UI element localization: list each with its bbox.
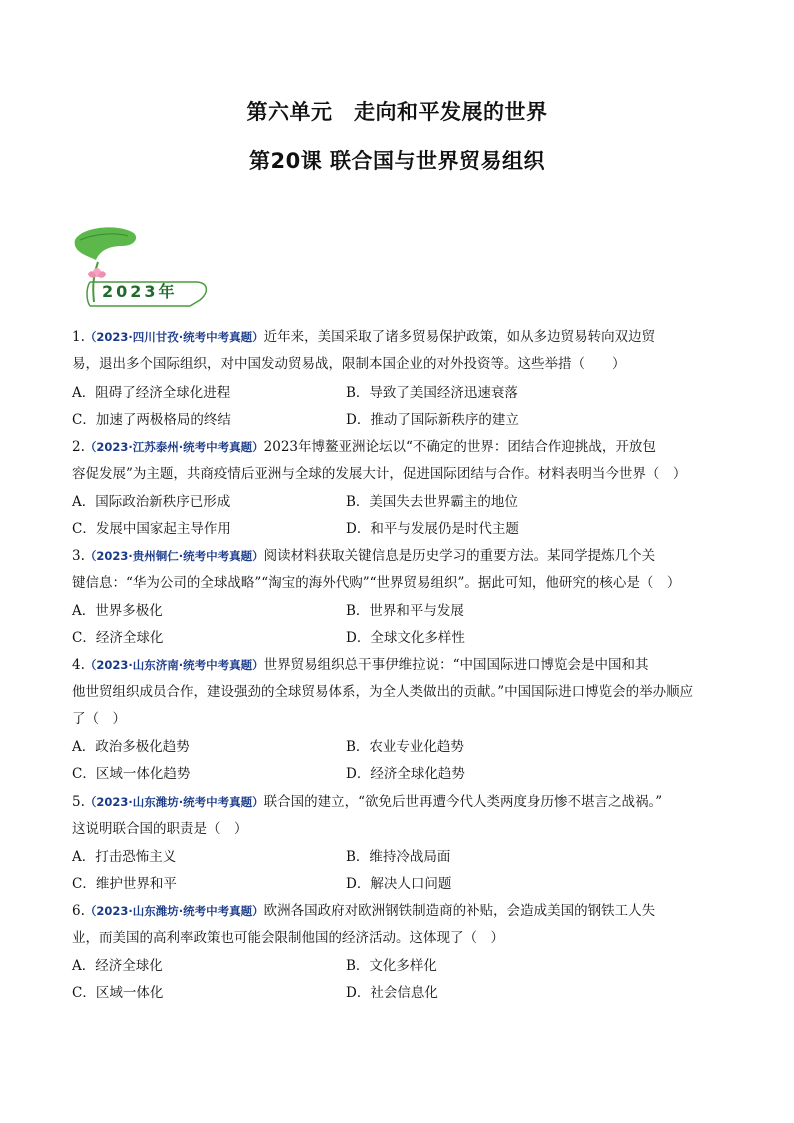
question-4	[72, 652, 732, 679]
year-badge	[70, 222, 212, 310]
question-3	[72, 543, 732, 570]
year-label: 2023年	[102, 282, 178, 301]
option-a[interactable]: A．世界多极化	[72, 603, 163, 619]
option-d[interactable]: D．和平与发展仍是时代主题	[346, 521, 519, 537]
option-d[interactable]: D．全球文化多样性	[346, 630, 465, 646]
option-a[interactable]: A．阻碍了经济全球化进程	[72, 385, 231, 401]
question-text: 易，退出多个国际组织，对中国发动贸易战，限制本国企业的对外投资等。这些举措（ ）	[72, 356, 626, 372]
unit-title: 第六单元 走向和平发展的世界	[246, 100, 548, 124]
option-c[interactable]: C．维护世界和平	[72, 876, 177, 892]
option-b[interactable]: B．维持冷战局面	[346, 849, 451, 865]
question-number: 6.	[72, 903, 85, 919]
question-6	[72, 898, 732, 925]
option-b[interactable]: B．导致了美国经济迅速衰落	[346, 385, 518, 401]
option-a[interactable]: A．国际政治新秩序已形成	[72, 494, 231, 510]
option-d[interactable]: D．推动了国际新秩序的建立	[346, 412, 519, 428]
option-b[interactable]: B．文化多样化	[346, 958, 437, 974]
option-c[interactable]: C．发展中国家起主导作用	[72, 521, 231, 537]
question-source-tag: （2023·江苏泰州·统考中考真题）	[84, 440, 264, 454]
question-text: 阅读材料获取关键信息是历史学习的重要方法。某同学提炼几个关	[263, 548, 656, 564]
question-1	[72, 324, 732, 351]
question-text: 了（ ）	[72, 711, 126, 727]
option-b[interactable]: B．农业专业化趋势	[346, 739, 464, 755]
question-number: 4.	[72, 657, 85, 673]
question-text: 世界贸易组织总干事伊维拉说：“中国国际进口博览会是中国和其	[263, 657, 649, 673]
question-2	[72, 434, 732, 461]
question-5	[72, 789, 732, 816]
option-c[interactable]: C．区域一体化趋势	[72, 766, 191, 782]
question-text: 业，而美国的高利率政策也可能会限制他国的经济活动。这体现了（ ）	[72, 930, 504, 946]
lesson-title: 第20课 联合国与世界贸易组织	[248, 149, 546, 173]
option-b[interactable]: B．美国失去世界霸主的地位	[346, 494, 518, 510]
question-text: 这说明联合国的职责是（ ）	[72, 821, 248, 837]
question-text: 欧洲各国政府对欧洲钢铁制造商的补贴，会造成美国的钢铁工人失	[263, 903, 656, 919]
question-source-tag: （2023·山东济南·统考中考真题）	[84, 658, 264, 672]
option-d[interactable]: D．社会信息化	[346, 985, 438, 1001]
option-c[interactable]: C．加速了两极格局的终结	[72, 412, 231, 428]
option-a[interactable]: A．打击恐怖主义	[72, 849, 177, 865]
question-text: 近年来，美国采取了诸多贸易保护政策，如从多边贸易转向双边贸	[263, 329, 656, 345]
option-d[interactable]: D．解决人口问题	[346, 876, 452, 892]
question-number: 3.	[72, 548, 85, 564]
question-text: 2023年博鳌亚洲论坛以“不确定的世界：团结合作迎挑战，开放包	[263, 439, 656, 455]
question-number: 2.	[72, 439, 85, 455]
option-c[interactable]: C．经济全球化	[72, 630, 164, 646]
option-b[interactable]: B．世界和平与发展	[346, 603, 464, 619]
option-d[interactable]: D．经济全球化趋势	[346, 766, 465, 782]
question-source-tag: （2023·四川甘孜·统考中考真题）	[84, 330, 264, 344]
question-text: 键信息：“华为公司的全球战略”“淘宝的海外代购”“世界贸易组织”。据此可知，他研究的核心是（ ）	[72, 575, 681, 591]
question-number: 5.	[72, 794, 85, 810]
question-number: 1.	[72, 329, 85, 345]
question-text: 他世贸组织成员合作，建设强劲的全球贸易体系，为全人类做出的贡献。”中国国际进口博览会的举办顺应	[72, 684, 694, 700]
option-a[interactable]: A．经济全球化	[72, 958, 163, 974]
question-source-tag: （2023·山东潍坊·统考中考真题）	[84, 795, 264, 809]
question-text: 容促发展”为主题，共商疫情后亚洲与全球的发展大计，促进国际团结与合作。材料表明当今世界（ ）	[72, 466, 687, 482]
option-a[interactable]: A．政治多极化趋势	[72, 739, 190, 755]
question-source-tag: （2023·山东潍坊·统考中考真题）	[84, 904, 264, 918]
option-c[interactable]: C．区域一体化	[72, 985, 164, 1001]
question-text: 联合国的建立，“欲免后世再遭今代人类两度身历惨不堪言之战祸。”	[263, 794, 663, 810]
question-source-tag: （2023·贵州铜仁·统考中考真题）	[84, 549, 264, 563]
